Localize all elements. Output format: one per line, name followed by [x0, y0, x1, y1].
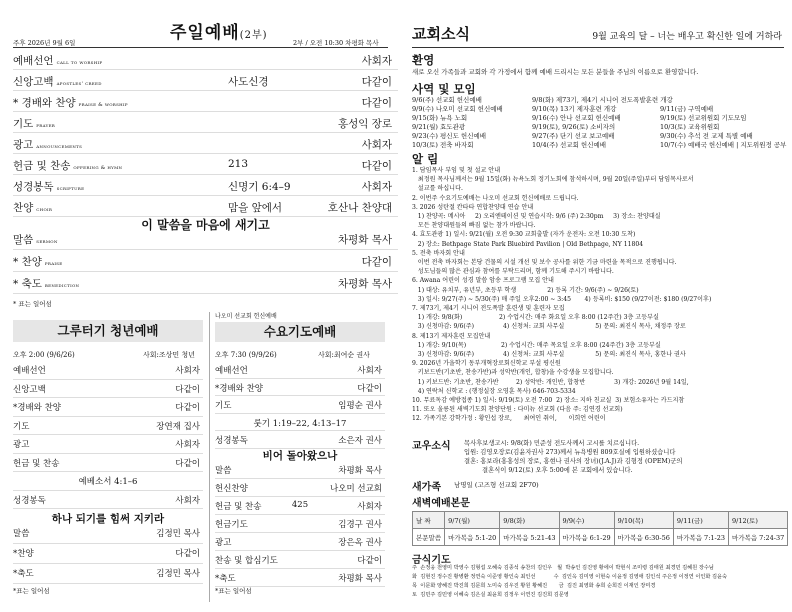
ministry-item: 9/30(수) 추석 전 교제 특별 예배: [660, 132, 753, 140]
order-label-text: 성경봉독: [13, 181, 54, 193]
order-label: 예배선언: [215, 366, 248, 376]
sermon-title: 이 말씀을 마음에 새기고: [141, 218, 270, 232]
order-label: 헌금기도: [215, 520, 248, 530]
ministry-item: 9/15(화) 뉴욕 노회: [412, 114, 468, 122]
order-leader: 소은자 권사: [338, 436, 382, 446]
service-time-leader: 2부 / 오전 10:30 차평화 목사: [293, 39, 379, 47]
order-row: [13, 111, 398, 133]
youth-leader: 사회:조상민 청년: [143, 351, 195, 359]
order-detail: 사도신경: [228, 76, 269, 88]
order-row: [13, 195, 398, 217]
wed-service-title: 수요기도예배: [215, 322, 385, 342]
ministry-row: [412, 140, 787, 149]
order-leader: 사회자: [361, 139, 392, 151]
ministry-item: 9/6(주) 선교회 헌신예배: [412, 96, 482, 104]
text-line: 이번 전축 바자회는 본당 건물의 시설 개선 및 보수 공사를 위한 기금 마련을 목적으로 진행됩니다.: [412, 259, 677, 266]
order-label-en: scripture: [56, 186, 85, 192]
table-cell: 날 짜: [413, 512, 445, 529]
text-line: 7. 제73기, 제4기 시니어 전도폭발 훈련생 및 훈련자 모집: [412, 305, 565, 312]
order-detail: 신명기 6:4–9: [228, 181, 291, 193]
wed-pre-title: 나오미 선교회 헌신예배: [215, 313, 277, 320]
order-leader: 장연재 집사: [156, 421, 200, 432]
order-leader: 홍성익 장로: [337, 118, 392, 130]
text-line: 9. 2026년 가을학기 동부개혁장로회신학교 부설 평신원: [412, 360, 561, 368]
order-label: [13, 179, 84, 194]
ministry-item: 9/10(목) 13기 제자훈련 개강: [532, 105, 617, 113]
text-line: 3) 일시: 9/27(주) ~ 5/30(주) 매 주일 오후2:00 ~ 3:45 4) 등록비: $150 (9/27이전: $180 (9/27이후): [412, 295, 712, 303]
order-leader: 다같이: [175, 403, 200, 413]
order-label: 성경봉독: [13, 495, 46, 506]
youth-time: 오후 2:00 (9/6/26): [13, 351, 75, 359]
church-news-page: [412, 0, 792, 612]
order-row: [13, 563, 203, 584]
order-label-en: praise & worship: [78, 102, 128, 108]
ministry-item: 10/3(토) 교육위원회: [660, 123, 720, 131]
order-leader: 임평순 권사: [338, 401, 382, 411]
order-label: [13, 95, 128, 110]
text-line: 화 김현진 정수진 황병환 정연숙 이준영 황인숙 최인선 수 김인옥 김미영 이현숙 이윤정 김영애 김인석 주은정 이정연 이인화 김윤숙: [412, 574, 728, 580]
order-leader: 다같이: [361, 97, 392, 109]
text-line: 1) 개강: 9/8(화) 2) 수업시간: 매주 화요일 오후 8:00 (12주간) 3층 고등부실: [412, 314, 659, 322]
order-row: [13, 69, 398, 91]
order-label-text: 기도: [13, 118, 34, 130]
table-cell: 9/7(월): [445, 512, 500, 529]
order-label: 헌금 및 찬송: [13, 458, 60, 469]
order-label: 기도: [13, 421, 30, 432]
table-cell: 9/9(수): [559, 512, 614, 529]
order-label: [13, 200, 52, 215]
youth-sermon-title: 하나 되기를 힘써 지키라: [51, 513, 165, 525]
text-line: 목사후보생고시: 9/8(화) 민준성 전도사께서 고시를 치르십니다.: [464, 440, 640, 447]
order-row: [13, 379, 203, 399]
order-leader: 호산나 찬양대: [327, 202, 392, 214]
service-date: 주후 2026년 9월 6일: [13, 39, 76, 47]
order-label: 헌금 및 찬송: [215, 502, 262, 512]
order-row: [13, 543, 203, 564]
order-leader: 차평화 목사: [338, 466, 382, 476]
text-line: 3) 신청마감: 9/6(주) 4) 신청처: 교회 사무실 5) 문의: 최진식 목사, 홍한나 권사: [412, 351, 686, 358]
table-cell: 마가복음 6:30-56: [614, 529, 673, 546]
order-leader: 사회자: [361, 55, 392, 67]
order-leader: 사회자: [361, 181, 392, 193]
text-line: 키보드반(기초반, 찬송가반)과 성악반(개인, 합창)을 수강생을 모집합니다.: [412, 369, 614, 377]
welcome-heading: 환영: [412, 53, 435, 67]
stand-note: * 표는 일어섬: [13, 300, 52, 308]
text-line: 3. 2026 성탄절 칸타타 연합찬양대 연습 안내: [412, 203, 534, 211]
order-row: [13, 360, 203, 380]
order-leader: 사회자: [175, 440, 200, 450]
ministry-schedule: [412, 95, 787, 149]
text-line: 토 김민주 김민영 이혜숙 김은실 최윤희 김정우 이연진 김진희 김문영: [412, 592, 569, 598]
order-leader: 차평화 목사: [338, 574, 382, 584]
order-stand-mark: *: [13, 97, 19, 109]
order-row: [13, 174, 398, 196]
order-leader: 차평화 목사: [337, 278, 392, 290]
dawn-service-heading: 새벽예배본문: [412, 498, 470, 509]
youth-service-title: 그루터기 청년예배: [13, 320, 203, 342]
text-line: 6. Awana 어린이 성경 말씀 암송 프로그램 모집 안내: [412, 277, 554, 285]
order-label: [13, 137, 82, 152]
order-leader: 다같이: [175, 384, 200, 395]
order-row: [215, 496, 385, 515]
ministry-heading: 사역 및 모임: [412, 82, 476, 96]
ministry-item: 9/9(수) 나오미 선교회 헌신예배: [412, 105, 503, 113]
order-label-text: 신앙고백: [13, 76, 54, 88]
order-leader: 김정민 목사: [156, 529, 200, 539]
ministry-row: [412, 122, 787, 131]
order-label: *경배와 찬양: [13, 403, 62, 413]
table-cell: 마가복음 7:1-23: [673, 529, 728, 546]
order-row: [13, 227, 398, 250]
order-stand-mark: *: [13, 256, 19, 268]
news-title: 교회소식: [412, 25, 470, 43]
text-line: 주 손정웅 전영미 박영수 김형섭 오혜숙 김종석 송찬의 김인우 월 박송인 김진영 황에이 박현식 조미령 김태원 최경민 김혜원 장수님: [412, 565, 714, 571]
order-label: [13, 116, 55, 131]
order-label: *축도: [13, 569, 34, 579]
order-row: [215, 478, 385, 497]
order-row: [13, 153, 398, 175]
order-row: [215, 568, 385, 587]
order-label: [13, 254, 63, 269]
order-label-text: 찬양: [21, 256, 42, 268]
wed-stand-note: *표는 일어섬: [215, 587, 252, 595]
text-line: 목 이문화 양혜진 박진희 김문희 노미숙 김우진 황원 황혜진 금 김진 최영화 송희 순희진 이재인 장미경: [412, 583, 656, 589]
order-leader: 사회자: [357, 502, 382, 512]
text-line: 2) 장소: Bethpage State Park Bluebird Pavilion | Old Bethpage, NY 11804: [412, 240, 644, 248]
text-line: 모든 찬양대원들의 빠짐 없는 참가 바랍니다.: [412, 222, 536, 230]
order-row: [13, 471, 203, 491]
ministry-item: 9/19(토), 9/26(토) 소비자의: [532, 123, 616, 131]
order-label-en: announcements: [36, 144, 83, 150]
order-label-text: 광고: [13, 139, 34, 151]
text-line: 1) 찬양곡: 메시아 2) 오리엔테이션 및 연습시작: 9/6 (주) 2:30pm 3) 장소: 찬양대실: [412, 213, 661, 220]
order-label-en: benediction: [44, 283, 80, 289]
order-label-en: offering & hymn: [73, 165, 123, 171]
order-row: [13, 453, 203, 473]
order-label: 광고: [215, 538, 232, 548]
order-row: [13, 490, 203, 510]
order-label: 헌신찬양: [215, 484, 248, 494]
order-leader: 나오미 선교회: [330, 484, 382, 494]
ministry-item: 9/19(토) 선교위원회 기도모임: [660, 114, 747, 122]
order-label: 광고: [13, 440, 30, 450]
order-leader: 다같이: [361, 76, 392, 88]
order-leader: 김경구 권사: [338, 520, 382, 530]
ministry-item: 9/11(금) 구역예배: [660, 105, 714, 113]
ministry-row: [412, 104, 787, 113]
order-label-text: 헌금 및 찬송: [13, 160, 71, 172]
text-line: 성도님들의 많은 관심과 참여를 부탁드리며, 함께 기도해 주시기 바랍니다.: [412, 268, 614, 276]
order-label: *찬양: [13, 549, 34, 559]
text-line: 4. 효도관광 1) 일시: 9/21(월) 오전 9:30 교회출발 (자가 운전자: 오전 10:30 도착): [412, 231, 636, 239]
order-leader: 다같이: [175, 458, 200, 469]
order-label: 찬송 및 합심기도: [215, 556, 278, 566]
text-line: 결혼식이 9/12(토) 오후 5:00에 본 교회에서 있습니다.: [464, 467, 633, 474]
order-leader: 다같이: [357, 383, 382, 394]
order-label-text: 말씀: [13, 234, 34, 246]
order-row: [13, 416, 203, 436]
order-label: [13, 74, 102, 89]
order-leader: 다같이: [175, 549, 200, 559]
text-line: 결혼: 홍보라(홍홍성의 장로, 홍현나 권사의 장녀)(J.A.J)과 김형정 (OPEM)군의: [464, 458, 683, 465]
table-row: [413, 529, 788, 546]
text-line: 1) 키보드반: 기초반, 찬송가반 2) 성악반: 개인반, 합창반 3) 개강: 2026년 9월 14일,: [412, 378, 689, 386]
text-line: 3) 신청마감: 9/6(주) 4) 신청처: 교회 사무실 5) 문의: 최진식 목사, 채정주 장로: [412, 323, 686, 331]
order-row: [215, 514, 385, 533]
order-row: [13, 48, 398, 70]
order-detail: 425: [291, 500, 309, 510]
ministry-row: [412, 95, 787, 104]
order-row: [13, 132, 398, 154]
new-family-heading: 새가족: [412, 482, 441, 493]
order-label-en: apostles' creed: [56, 81, 102, 87]
table-cell: 마가복음 7:24-37: [729, 529, 788, 546]
ministry-item: 9/8(화) 제73기, 제4기 시니어 전도폭발훈련 개강: [532, 96, 673, 104]
order-row: [13, 271, 398, 294]
ministry-item: 9/23(수) 평신도 헌신예배: [412, 132, 487, 140]
order-leader: 차평화 목사: [337, 234, 392, 246]
ministry-item: 9/21(월) 효도관광: [412, 123, 466, 131]
order-leader: 사회자: [357, 366, 382, 376]
ministry-item: 10/3(토) 전축 바자회: [412, 141, 474, 149]
order-row: [215, 532, 385, 551]
welcome-text: 새로 오신 가족들과 교회와 각 가정에서 함께 예배 드리시는 모든 분들을 주님의 이름으로 환영합니다.: [412, 68, 699, 76]
order-label-en: sermon: [36, 239, 58, 245]
ministry-item: 10/7(수) 예배국 헌신예배 | 지도위원정 공부: [660, 141, 787, 149]
order-row: [13, 90, 398, 112]
order-label-text: 찬양: [13, 202, 34, 214]
order-row: [215, 460, 385, 479]
order-label: [13, 232, 58, 247]
order-row: [215, 360, 385, 379]
text-line: 12. 가족기본 강학가정 : 황인섭 장로, 최여인 취이, 이희언 어린이: [412, 415, 606, 423]
order-detail: 213: [228, 158, 249, 170]
order-label: 말씀: [215, 466, 232, 476]
ministry-item: 10/4(주) 선교회 헌신예배: [532, 141, 607, 149]
text-line: 5. 전축 바자회 안내: [412, 249, 465, 257]
text-line: 8. 제13기 제자훈련 모집안내: [412, 332, 491, 340]
order-label: *경배와 찬양: [215, 383, 264, 394]
table-row: [413, 512, 788, 529]
order-label-text: 축도: [21, 278, 42, 290]
wed-leader: 사회:최여순 권사: [318, 351, 370, 359]
order-label: 신앙고백: [13, 384, 46, 395]
fasting-prayer-heading: 금식기도: [412, 555, 451, 566]
ministry-row: [412, 131, 787, 140]
notice-heading: 알 림: [412, 152, 439, 166]
order-row: [215, 413, 385, 432]
text-line: 최정원 목사님께서는 9월 15일(화) 뉴욕노회 정기노회에 참석하시며, 9월 20일(주일)부터 담임목사로서: [412, 176, 694, 184]
order-label: 예배선언: [13, 366, 46, 376]
text-line: 1. 담임목사 부임 및 첫 설교 안내: [412, 167, 501, 174]
table-cell: 9/8(화): [500, 512, 559, 529]
column-divider: [209, 312, 210, 602]
table-cell: 마가복음 5:21-43: [500, 529, 559, 546]
order-label-en: praise: [44, 261, 63, 267]
table-cell: 9/12(토): [729, 512, 788, 529]
order-label-en: choir: [36, 207, 53, 213]
order-row: [215, 378, 385, 397]
order-label-en: call to worship: [56, 60, 103, 66]
wed-sermon-title: 비어 돌아왔으나: [262, 450, 338, 462]
order-label: [13, 53, 102, 68]
order-leader: 김정민 목사: [156, 569, 200, 579]
order-label: *축도: [215, 574, 236, 584]
order-leader: 사회자: [175, 366, 200, 376]
text-line: 1) 개강: 9/10(목) 2) 수업시간: 매주 목요일 오후 8:00 (24주간) 3층 고등부실: [412, 341, 661, 349]
order-row: [13, 397, 203, 417]
youth-stand-note: *표는 일어섬: [13, 587, 50, 595]
text-line: 2. 이번주 수요기도예배는 나오미 선교회 헌신예배로 드립니다.: [412, 194, 579, 202]
order-stand-mark: *: [13, 278, 19, 290]
order-label: 기도: [215, 401, 232, 411]
order-detail: 예베소서 4:1–6: [78, 477, 138, 487]
order-leader: 다같이: [361, 160, 392, 172]
table-cell: 9/11(금): [673, 512, 728, 529]
order-leader: 다같이: [361, 256, 392, 268]
new-family-text: 남명일 (고즈형 선교회 2F70): [454, 481, 539, 489]
table-cell: 본문말씀: [413, 529, 445, 546]
order-detail: 맘을 앞에서: [228, 202, 283, 214]
order-row: [215, 550, 385, 569]
text-line: 1) 대상: 유치부, 유년부, 초등부 학생 2) 등록 기간: 9/6(주) ~ 9/26(토): [412, 286, 639, 294]
order-detail: 룻기 1:19–22, 4:13–17: [253, 418, 347, 429]
text-line: 4) 연락처 신학교 : (행정실장 오영훈 목사) 646-703-5334: [412, 387, 576, 395]
member-news-heading: 교우소식: [412, 441, 451, 452]
order-leader: 다같이: [357, 556, 382, 566]
order-label: 말씀: [13, 529, 30, 539]
divider: [412, 47, 784, 48]
text-line: 10. 무료독감 예방접종 1) 일시: 9/19(토) 오전 7:00 2) 장소: 지하 친교실 3) 보험소유자는 카드지참: [412, 397, 685, 404]
table-cell: 9/10(목): [614, 512, 673, 529]
order-label-text: 경배와 찬양: [21, 97, 76, 109]
page-title: 주일예배(2부): [170, 23, 268, 43]
ministry-row: [412, 113, 787, 122]
order-row: [215, 395, 385, 414]
order-label: 성경봉독: [215, 436, 248, 446]
news-subtitle: 9월 교육의 달 – 너는 배우고 확신한 일에 거하라: [592, 32, 782, 42]
order-label-text: 예배선언: [13, 55, 54, 67]
ministry-item: 9/27(주) 단기 선교 보고예배: [532, 132, 615, 140]
order-label: [13, 158, 122, 173]
text-line: 입원: 김영오장로(김윤자권사 273)께서 뉴욕병원 809호실에 입원하셨습니다: [464, 449, 676, 456]
wed-time: 오후 7:30 (9/9/26): [215, 351, 277, 359]
order-leader: 사회자: [175, 495, 200, 506]
dawn-scripture-table: [412, 511, 788, 546]
order-leader: 장은옥 권사: [338, 538, 382, 548]
order-row: [13, 434, 203, 454]
order-row: [215, 430, 385, 449]
order-row: [13, 249, 398, 272]
text-line: 11. 또오 울릉된 새벽기도회 찬양단원 : 다미뉴 선교회 (다음 주: 김연경 선교회): [412, 406, 623, 414]
table-cell: 마가복음 5:1-20: [445, 529, 500, 546]
order-row: [13, 523, 203, 544]
table-cell: 마가복음 6:1-29: [559, 529, 614, 546]
order-label-en: prayer: [36, 123, 56, 129]
order-label: [13, 276, 79, 291]
text-line: 설교를 하십니다.: [412, 185, 463, 193]
ministry-item: 9/16(수) 안나 선교회 헌신예배: [532, 114, 621, 122]
